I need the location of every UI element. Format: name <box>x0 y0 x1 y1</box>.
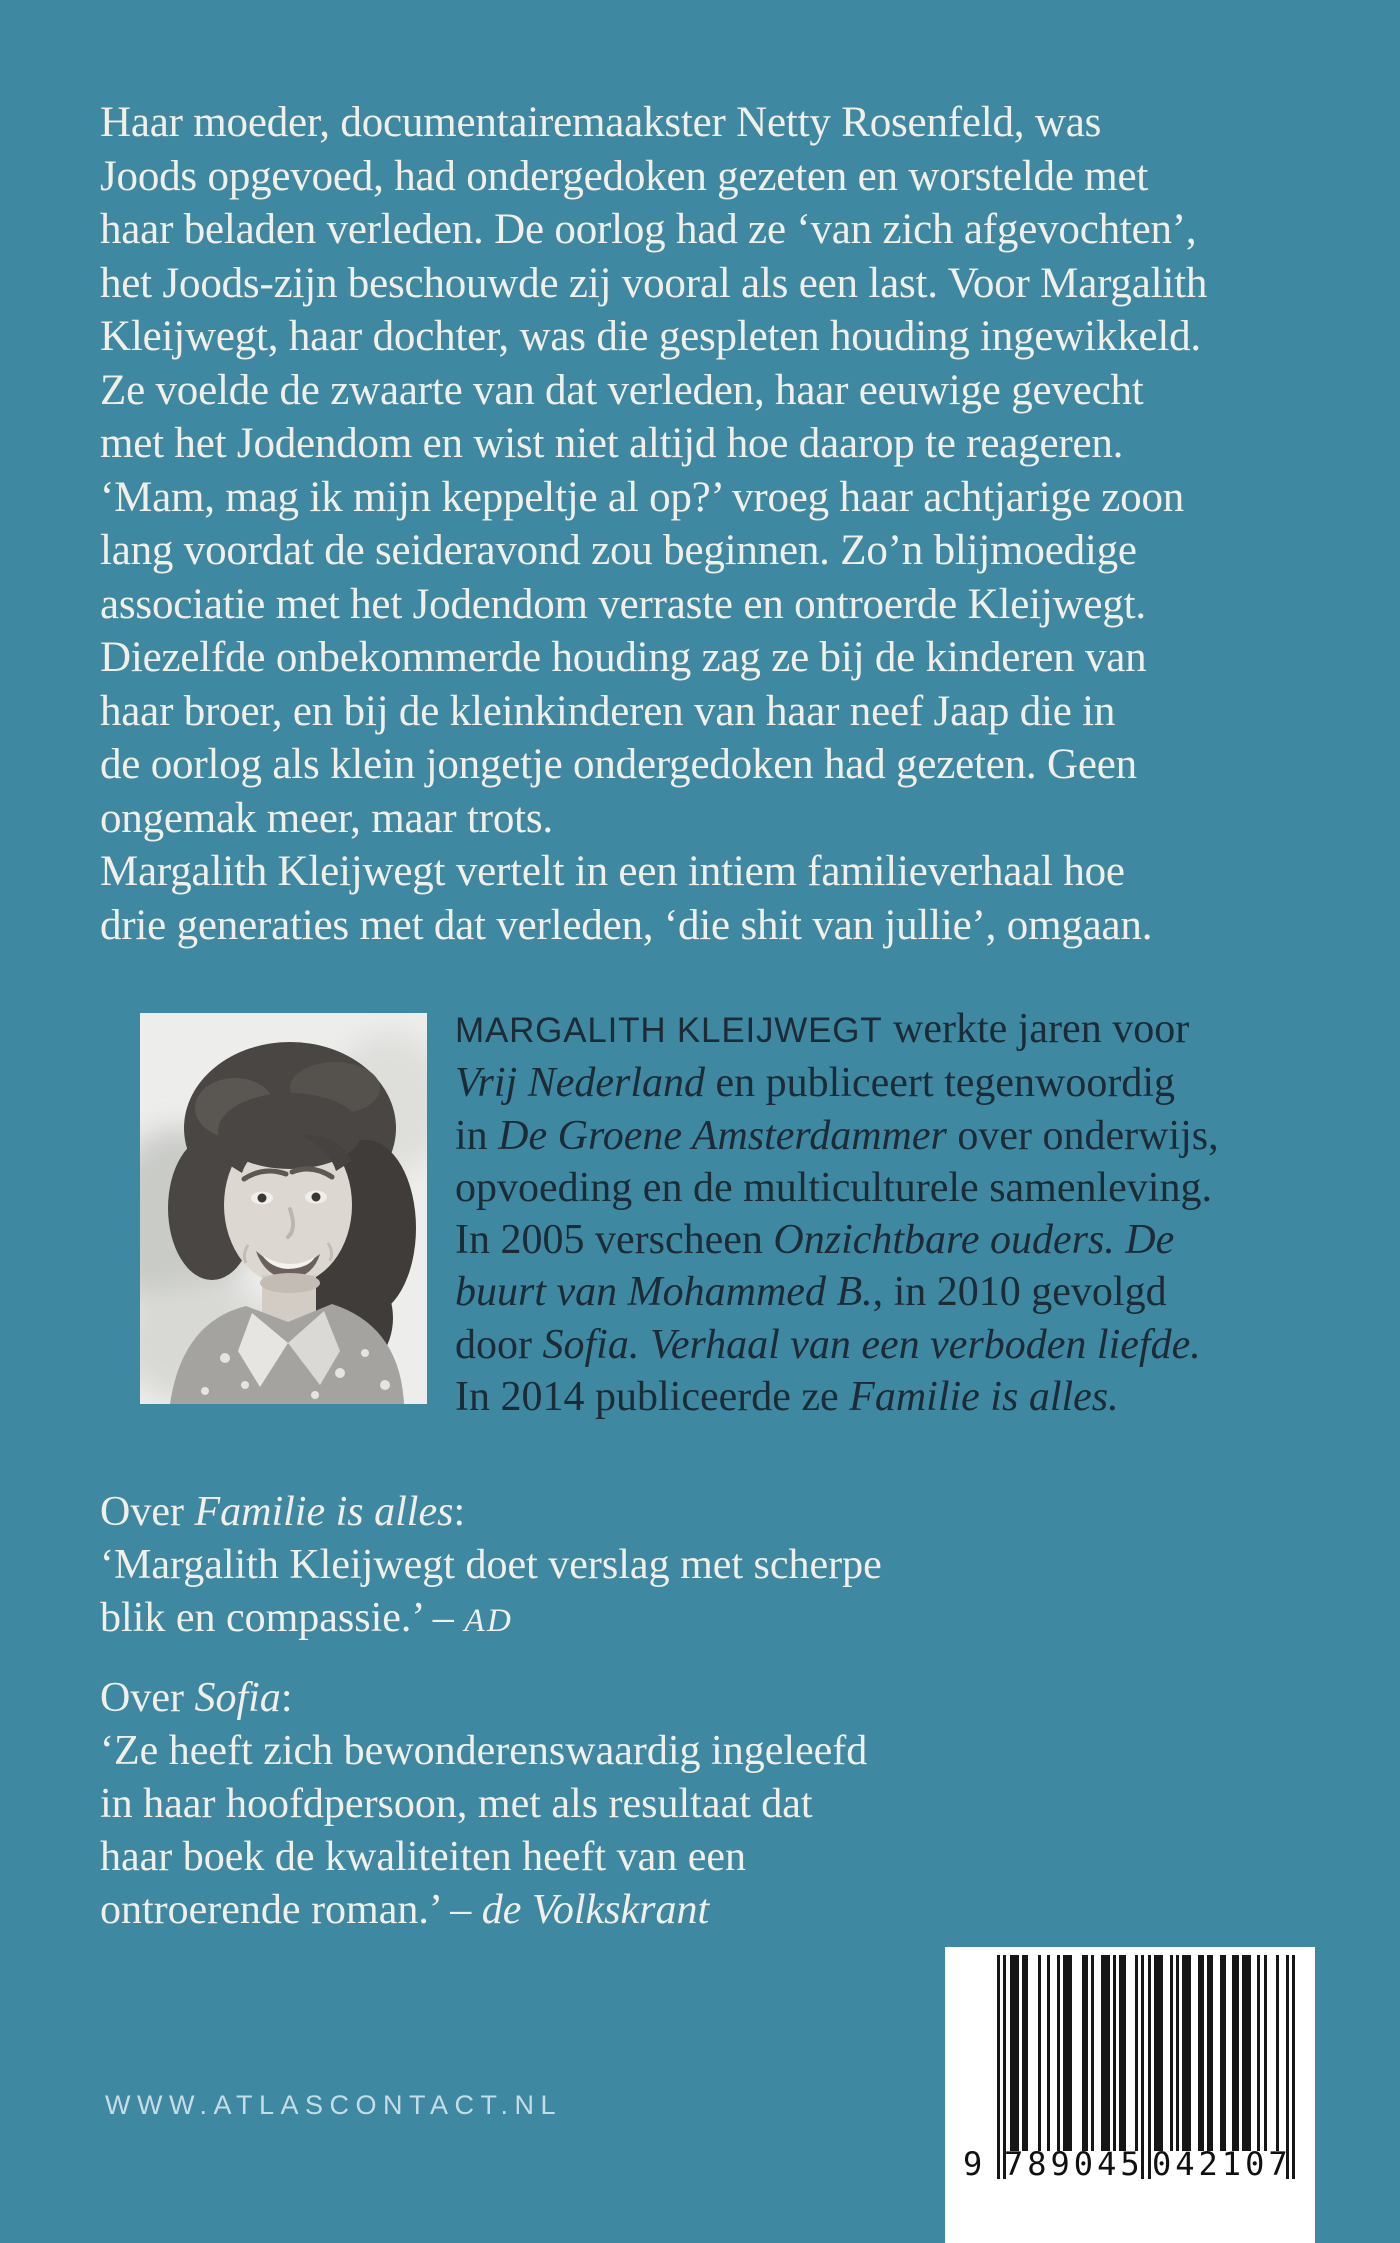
barcode-digits-right: 042107 <box>1152 2145 1292 2183</box>
text-segment: werkte jaren voor <box>882 1006 1190 1052</box>
synopsis-text <box>100 96 1360 952</box>
review-familie-is-alles <box>100 1486 1360 1648</box>
barcode <box>945 1947 1315 2243</box>
text-line <box>100 1486 1360 1539</box>
text-segment: haar broer, en bij de kleinkinderen van haar neef Jaap die in <box>100 687 1116 735</box>
text-segment-italic: Familie is alles. <box>849 1374 1119 1421</box>
text-segment: : <box>280 1675 293 1721</box>
text-segment: over onderwijs, <box>946 1112 1219 1159</box>
review-sofia <box>100 1672 1360 1937</box>
barcode-bar <box>1264 1955 1267 2151</box>
text-line <box>455 1319 1355 1371</box>
barcode-bar <box>997 1955 1000 2179</box>
text-line <box>455 1266 1355 1318</box>
text-line <box>100 631 1360 685</box>
text-segment: haar beladen verleden. De oorlog had ze ‘van zich afgevochten’, <box>100 206 1197 253</box>
barcode-digit-leading: 9 <box>963 2145 983 2183</box>
text-segment-caps: MARGALITH KLEIJWEGT <box>455 1011 883 1050</box>
text-line <box>100 1884 1360 1937</box>
text-segment: Over <box>100 1675 195 1721</box>
text-line <box>100 578 1360 632</box>
text-line <box>455 1371 1355 1423</box>
author-photo <box>140 1013 427 1404</box>
text-line <box>100 1778 1360 1831</box>
barcode-bar <box>1220 1955 1226 2151</box>
text-segment: lang voordat de seideravond zou beginnen. Zo’n blijmoedige <box>100 527 1137 574</box>
barcode-bar <box>1047 1955 1050 2151</box>
text-segment: In 2005 verscheen <box>455 1217 774 1264</box>
text-segment-smallcaps: AD <box>464 1603 514 1639</box>
text-segment-italic: Familie is alles <box>194 1489 454 1535</box>
text-segment: in haar hoofdpersoon, met als resultaat dat <box>100 1781 813 1827</box>
text-line <box>100 524 1360 578</box>
text-segment-italic: Sofia <box>194 1675 281 1721</box>
barcode-bar <box>1057 1955 1060 2151</box>
text-segment: Over <box>100 1489 195 1535</box>
text-segment: ontroerende roman.’ – <box>100 1887 482 1933</box>
text-segment: Haar moeder, documentairemaakster Netty Rosenfeld, was <box>100 99 1102 146</box>
barcode-bar <box>1276 1955 1279 2151</box>
barcode-bar <box>1091 1955 1094 2151</box>
text-line <box>100 1831 1360 1884</box>
text-segment: ‘Margalith Kleijwegt doet verslag met scherpe <box>100 1542 882 1588</box>
text-line <box>100 150 1360 204</box>
text-line <box>100 364 1360 418</box>
text-segment: de oorlog als klein jongetje ondergedoken had gezeten. Geen <box>100 741 1137 788</box>
text-segment: associatie met het Jodendom verraste en ontroerde Kleijwegt. <box>100 580 1146 628</box>
text-line <box>455 1003 1355 1057</box>
barcode-bar <box>1176 1955 1179 2151</box>
text-line <box>100 792 1360 846</box>
barcode-bar <box>1010 1955 1019 2151</box>
text-line <box>100 1539 1360 1592</box>
text-line <box>455 1110 1355 1162</box>
barcode-bar <box>1292 1955 1295 2179</box>
text-segment: Ze voelde de zwaarte van dat verleden, haar eeuwige gevecht <box>100 366 1144 414</box>
text-segment: in <box>455 1112 499 1159</box>
text-segment: Joods opgevoed, had ondergedoken gezeten en worstelde met <box>100 152 1149 200</box>
text-line <box>455 1214 1355 1266</box>
barcode-bar <box>1198 1955 1204 2151</box>
text-segment-italic: buurt van Mohammed B. <box>455 1269 873 1316</box>
text-segment: , in 2010 gevolgd <box>872 1269 1167 1316</box>
text-segment: blik en compassie.’ – <box>100 1595 465 1641</box>
text-segment-italic: de Volkskrant <box>481 1887 710 1933</box>
text-line <box>100 1672 1360 1725</box>
text-segment: In 2014 publiceerde ze <box>455 1374 850 1421</box>
barcode-bar <box>1119 1955 1125 2151</box>
text-line <box>100 471 1360 525</box>
barcode-bar <box>1232 1955 1238 2151</box>
barcode-bar <box>1148 1955 1151 2179</box>
barcode-bar <box>1242 1955 1251 2151</box>
barcode-bar <box>1022 1955 1028 2151</box>
text-line <box>100 96 1360 150</box>
text-segment: Diezelfde onbekommerde houding zag ze bij de kinderen van <box>100 634 1147 681</box>
barcode-bar <box>1154 1955 1163 2151</box>
text-line <box>100 845 1360 899</box>
text-line <box>100 417 1360 471</box>
barcode-bar <box>1063 1955 1072 2151</box>
text-line <box>100 1725 1360 1778</box>
text-segment-italic: Onzichtbare ouders. De <box>773 1217 1175 1264</box>
text-line <box>100 257 1360 311</box>
barcode-bar <box>1257 1955 1260 2151</box>
text-segment: drie generaties met dat verleden, ‘die shit van jullie’, omgaan. <box>100 901 1153 949</box>
text-segment: ongemak meer, maar trots. <box>100 794 553 842</box>
text-segment: Kleijwegt, haar dochter, was die gespleten houding ingewikkeld. <box>100 313 1201 360</box>
publisher-website-url: WWW.ATLASCONTACT.NL <box>105 2090 563 2120</box>
text-line <box>100 685 1360 739</box>
text-line <box>100 203 1360 257</box>
barcode-bar <box>1182 1955 1191 2151</box>
text-segment: opvoeding en de multiculturele samenleving. <box>455 1164 1212 1211</box>
text-segment: en publiceert tegenwoordig <box>705 1060 1176 1107</box>
barcode-bar <box>1207 1955 1213 2151</box>
text-segment: door <box>455 1321 543 1368</box>
text-segment-italic: Vrij Nederland <box>455 1060 706 1107</box>
text-segment: ‘Ze heeft zich bewonderenswaardig ingeleefd <box>100 1728 868 1774</box>
text-segment: het Joods-zijn beschouwde zij vooral als een last. Voor Margalith <box>100 259 1208 307</box>
text-line <box>100 1592 1360 1648</box>
barcode-bar <box>1038 1955 1041 2151</box>
barcode-digits-left: 789045 <box>1004 2145 1144 2183</box>
barcode-bar <box>1101 1955 1110 2151</box>
text-segment-italic: De Groene Amsterdammer <box>498 1112 947 1159</box>
text-segment: met het Jodendom en wist niet altijd hoe daarop te reageren. <box>100 420 1124 467</box>
text-line <box>100 738 1360 792</box>
text-segment: Margalith Kleijwegt vertelt in een intiem familieverhaal hoe <box>100 848 1125 895</box>
text-line <box>100 310 1360 364</box>
text-line <box>455 1057 1355 1109</box>
barcode-bar <box>1170 1955 1173 2151</box>
barcode-bar <box>1113 1955 1116 2151</box>
text-segment: : <box>453 1489 466 1535</box>
author-bio-text <box>455 1003 1355 1423</box>
text-line <box>100 899 1360 953</box>
text-segment-italic: Sofia. Verhaal van een verboden liefde. <box>542 1321 1201 1368</box>
author-portrait-illustration <box>140 1013 427 1404</box>
text-line <box>455 1162 1355 1214</box>
barcode-bar <box>1135 1955 1138 2151</box>
text-segment: ‘Mam, mag ik mijn keppeltje al op?’ vroeg haar achtjarige zoon <box>100 473 1185 521</box>
barcode-bar <box>1082 1955 1088 2151</box>
text-segment: haar boek de kwaliteiten heeft van een <box>100 1834 747 1880</box>
